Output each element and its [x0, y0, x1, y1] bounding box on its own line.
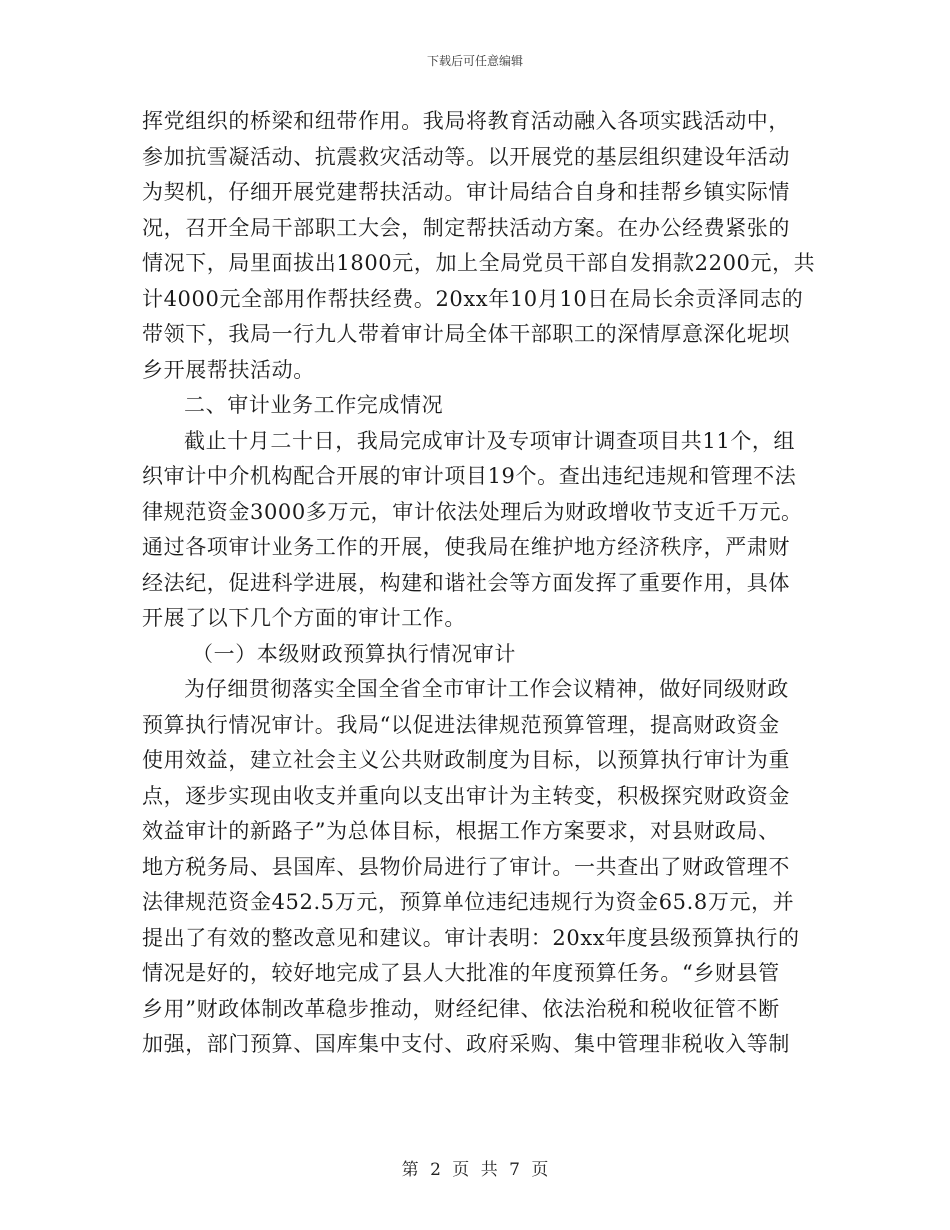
text-line: 带领下，我局一行九人带着审计局全体干部职工的深情厚意深化坭坝: [142, 322, 790, 346]
text-line: 截止十月二十日，我局完成审计及专项审计调查项目共11个，组: [184, 428, 796, 453]
text-line: 通过各项审计业务工作的开展，使我局在维护地方经济秩序，严肃财: [142, 535, 790, 559]
text-line: 乡开展帮扶活动。: [142, 357, 315, 382]
text-line: 提出了有效的整改意见和建议。审计表明：20xx年度县级预算执行的: [142, 925, 800, 950]
text-line: 情况下，局里面拔出1800元，加上全局党员干部自发捐款2200元，共: [142, 251, 816, 275]
text-line: 计4000元全部用作帮扶经费。20xx年10月10日在局长余贡泽同志的: [142, 286, 804, 311]
text-line: 点，逐步实现由收支并重向以支出审计为主转变，积极探究财政资金: [142, 783, 790, 808]
text-line: 法律规范资金452.5万元，预算单位违纪违规行为资金65.8万元，并: [142, 890, 795, 914]
text-line: 律规范资金3000多万元，审计依法处理后为财政增收节支近千万元。: [142, 499, 803, 524]
text-line: 挥党组织的桥梁和纽带作用。我局将教育活动融入各项实践活动中，: [142, 109, 790, 133]
text-line: 地方税务局、县国库、县物价局进行了审计。一共查出了财政管理不: [142, 854, 790, 879]
text-line: 加强，部门预算、国库集中支付、政府采购、集中管理非税收入等制: [142, 1032, 790, 1056]
text-line: 二、审计业务工作完成情况: [184, 393, 444, 417]
document-body: [142, 104, 816, 1063]
text-line: 开展了以下几个方面的审计工作。: [142, 606, 466, 630]
text-line: 织审计中介机构配合开展的审计项目19个。查出违纪违规和管理不法: [142, 464, 797, 488]
text-line: 经法纪，促进科学进展，构建和谐社会等方面发挥了重要作用，具体: [142, 570, 790, 595]
text-line: 为仔细贯彻落实全国全省全市审计工作会议精神，做好同级财政: [184, 677, 789, 701]
text-line: 效益审计的新路子”为总体目标，根据工作方案要求，对县财政局、: [142, 819, 780, 843]
text-line: 情况是好的，较好地完成了县人大批准的年度预算任务。“乡财县管: [142, 961, 780, 985]
text-line: 预算执行情况审计。我局“以促进法律规范预算管理，提高财政资金: [142, 712, 780, 737]
text-line: 况，召开全局干部职工大会，制定帮扶活动方案。在办公经费紧张的: [142, 215, 790, 240]
text-line: 乡用”财政体制改革稳步推动，财经纪律、依法治税和税收征管不断: [142, 996, 780, 1021]
text-line: （一）本级财政预算执行情况审计: [192, 641, 516, 666]
text-line: 使用效益，建立社会主义公共财政制度为目标，以预算执行审计为重: [142, 748, 790, 772]
text-line: 参加抗雪凝活动、抗震救灾活动等。以开展党的基层组织建设年活动: [142, 144, 790, 169]
text-line: 为契机，仔细开展党建帮扶活动。审计局结合自身和挂帮乡镇实际情: [142, 180, 790, 204]
page-header: 下载后可任意编辑: [426, 54, 523, 68]
page-footer: 第 2 页 共 7 页: [401, 1160, 549, 1180]
